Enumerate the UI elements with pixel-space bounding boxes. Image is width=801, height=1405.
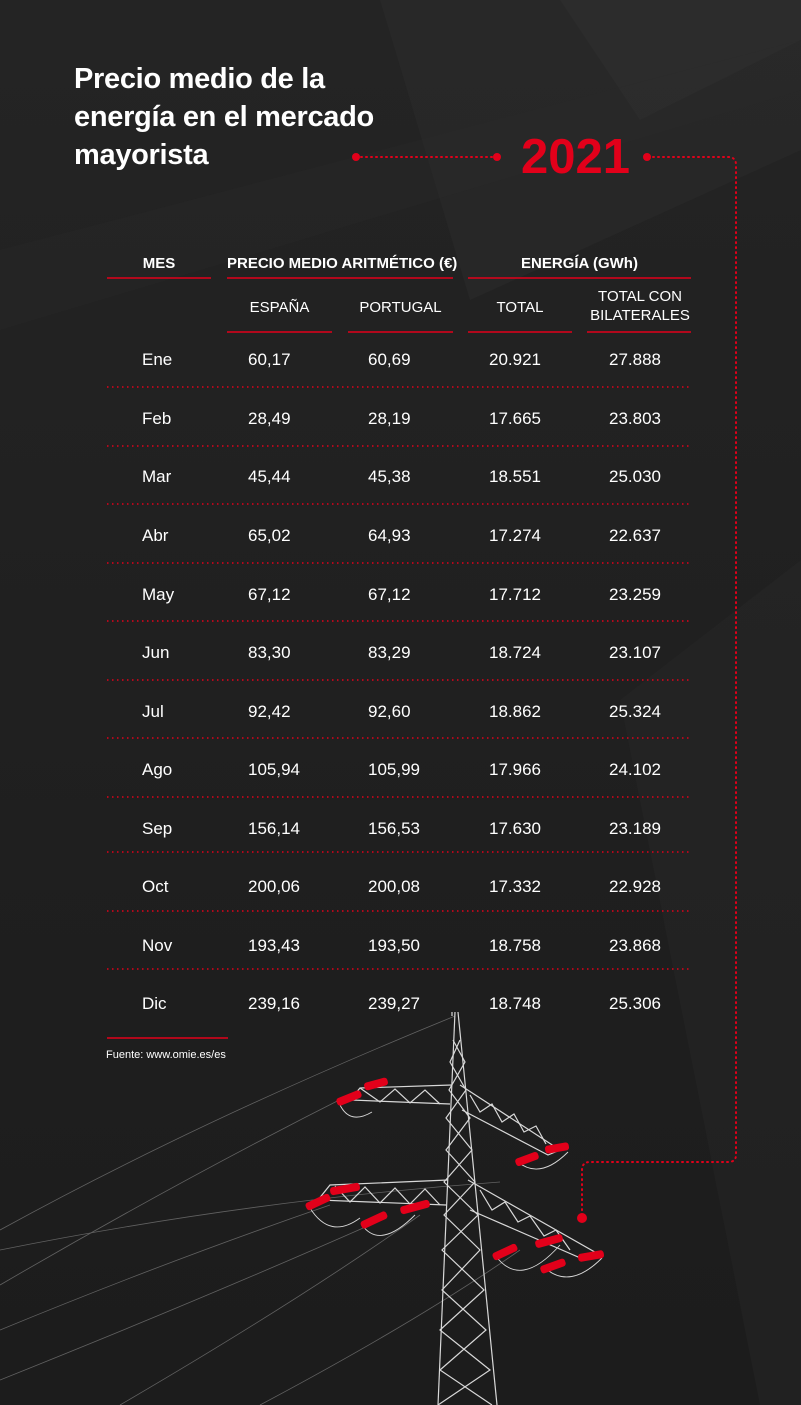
cell-spain: 239,16 [248, 994, 300, 1013]
cell-total-bilateral: 23.803 [609, 409, 661, 428]
cell-total: 20.921 [489, 350, 541, 369]
cell-total: 17.274 [489, 526, 541, 545]
cell-spain: 92,42 [248, 702, 291, 721]
cell-total: 18.551 [489, 467, 541, 486]
cell-month: Abr [142, 526, 169, 545]
cell-portugal: 193,50 [368, 936, 420, 955]
cell-total-bilateral: 27.888 [609, 350, 661, 369]
subheader-total: TOTAL [496, 299, 544, 316]
cell-total-bilateral: 22.928 [609, 877, 661, 896]
cell-spain: 65,02 [248, 526, 291, 545]
cell-spain: 67,12 [248, 585, 291, 604]
cell-total: 18.724 [489, 643, 541, 662]
cell-portugal: 239,27 [368, 994, 420, 1013]
subheader-total-bilateral: TOTAL CON BILATERALES [590, 288, 690, 324]
header-energy: ENERGÍA (GWh) [521, 255, 638, 272]
cell-month: Ago [142, 760, 173, 779]
cell-month: May [142, 585, 175, 604]
cell-portugal: 67,12 [368, 585, 411, 604]
cell-total: 17.665 [489, 409, 541, 428]
cell-total-bilateral: 25.306 [609, 994, 661, 1013]
cell-portugal: 200,08 [368, 877, 420, 896]
cell-total-bilateral: 25.324 [609, 702, 661, 721]
cell-spain: 200,06 [248, 877, 300, 896]
cell-spain: 45,44 [248, 467, 291, 486]
cell-month: Jul [142, 702, 164, 721]
cell-portugal: 28,19 [368, 409, 411, 428]
cell-month: Ene [142, 350, 173, 369]
cell-spain: 156,14 [248, 819, 300, 838]
cell-total-bilateral: 23.189 [609, 819, 661, 838]
cell-total-bilateral: 24.102 [609, 760, 661, 779]
cell-total: 18.748 [489, 994, 541, 1013]
subheader-portugal: PORTUGAL [359, 299, 442, 316]
cell-month: Feb [142, 409, 172, 428]
cell-total-bilateral: 25.030 [609, 467, 661, 486]
cell-month: Mar [142, 467, 172, 486]
cell-total-bilateral: 23.868 [609, 936, 661, 955]
cell-portugal: 156,53 [368, 819, 420, 838]
cell-spain: 28,49 [248, 409, 291, 428]
cell-portugal: 105,99 [368, 760, 420, 779]
cell-spain: 105,94 [248, 760, 300, 779]
source-note: Fuente: www.omie.es/es [106, 1049, 226, 1061]
cell-total: 18.758 [489, 936, 541, 955]
cell-spain: 193,43 [248, 936, 300, 955]
cell-total: 17.966 [489, 760, 541, 779]
cell-total: 17.712 [489, 585, 541, 604]
cell-month: Sep [142, 819, 173, 838]
year-label: 2021 [521, 130, 631, 184]
cell-total-bilateral: 23.259 [609, 585, 661, 604]
cell-month: Jun [142, 643, 170, 662]
cell-total-bilateral: 23.107 [609, 643, 661, 662]
cell-portugal: 60,69 [368, 350, 411, 369]
header-month: MES [142, 255, 176, 272]
page-title: Precio medio de la energía en el mercado mayorista [74, 63, 374, 171]
cell-portugal: 92,60 [368, 702, 411, 721]
subheader-spain: ESPAÑA [249, 299, 310, 316]
cell-total: 18.862 [489, 702, 541, 721]
cell-portugal: 83,29 [368, 643, 411, 662]
cell-spain: 83,30 [248, 643, 291, 662]
cell-month: Dic [142, 994, 167, 1013]
header-price: PRECIO MEDIO ARITMÉTICO (€) [227, 255, 458, 272]
cell-total-bilateral: 22.637 [609, 526, 661, 545]
cell-portugal: 45,38 [368, 467, 411, 486]
cell-spain: 60,17 [248, 350, 291, 369]
cell-portugal: 64,93 [368, 526, 411, 545]
cell-total: 17.332 [489, 877, 541, 896]
cell-total: 17.630 [489, 819, 541, 838]
cell-month: Nov [142, 936, 173, 955]
cell-month: Oct [142, 877, 169, 896]
